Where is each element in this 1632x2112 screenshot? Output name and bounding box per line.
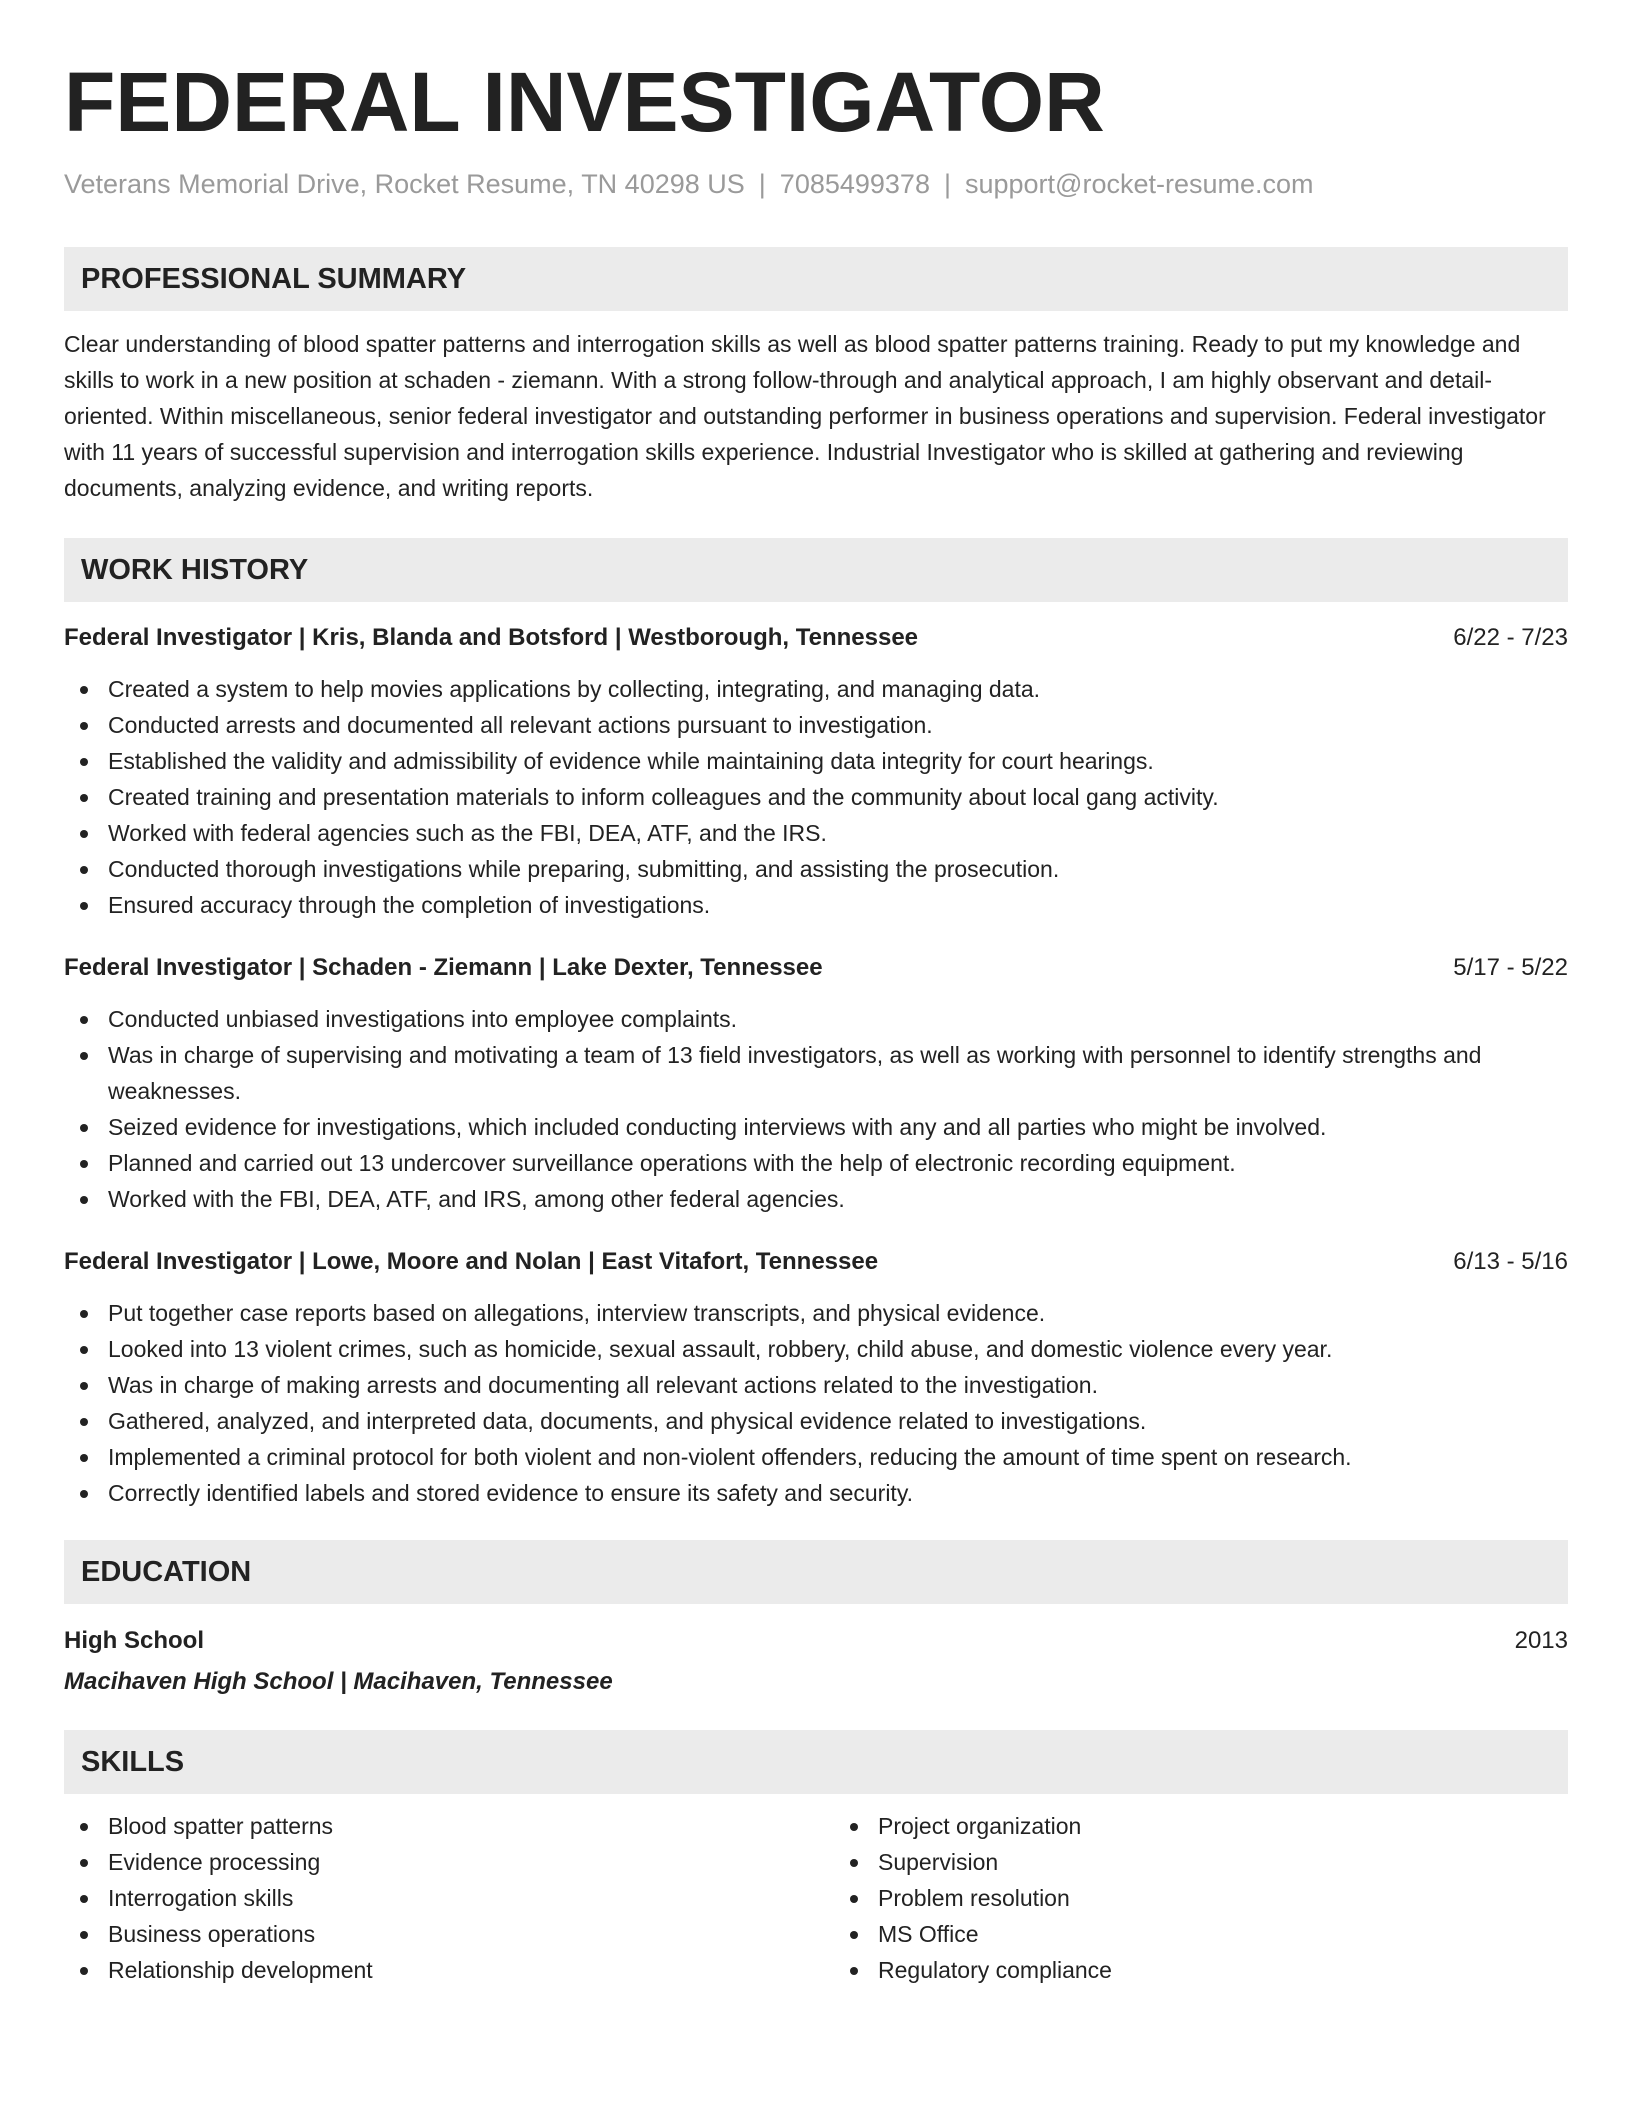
job-bullet: Conducted arrests and documented all relevant actions pursuant to investigation. bbox=[64, 707, 1568, 743]
contact-separator: | bbox=[943, 169, 951, 199]
section-header-education: EDUCATION bbox=[64, 1540, 1568, 1604]
education-school: Macihaven High School | Macihaven, Tennessee bbox=[64, 1668, 613, 1695]
contact-address: Veterans Memorial Drive, Rocket Resume, TN 40298 US bbox=[64, 169, 745, 199]
job-title: Federal Investigator | Schaden - Ziemann | Lake Dexter, Tennessee bbox=[64, 954, 823, 981]
job-bullet: Put together case reports based on allegations, interview transcripts, and physical evidence. bbox=[64, 1295, 1568, 1331]
job-bullet: Seized evidence for investigations, which included conducting interviews with any and all parties who might be involved. bbox=[64, 1109, 1568, 1145]
skill-item: Blood spatter patterns bbox=[64, 1808, 816, 1844]
job-bullet: Conducted thorough investigations while preparing, submitting, and assisting the prosecution. bbox=[64, 851, 1568, 887]
contact-separator: | bbox=[758, 169, 766, 199]
education-degree: High School bbox=[64, 1627, 204, 1654]
job-bullet: Created training and presentation materials to inform colleagues and the community about local gang activity. bbox=[64, 779, 1568, 815]
job-entry bbox=[64, 950, 1568, 1217]
skill-item: Problem resolution bbox=[834, 1880, 1568, 1916]
skills-column-right bbox=[816, 1808, 1568, 1988]
job-entry bbox=[64, 620, 1568, 923]
job-bullet: Established the validity and admissibility of evidence while maintaining data integrity for court hearings. bbox=[64, 743, 1568, 779]
job-bullet: Implemented a criminal protocol for both violent and non-violent offenders, reducing the amount of time spent on research. bbox=[64, 1439, 1568, 1475]
job-dates: 5/17 - 5/22 bbox=[1453, 954, 1568, 981]
job-bullets bbox=[64, 671, 1568, 923]
resume-name: FEDERAL INVESTIGATOR bbox=[64, 55, 1105, 149]
job-bullets bbox=[64, 1295, 1568, 1511]
job-bullet: Worked with the FBI, DEA, ATF, and IRS, among other federal agencies. bbox=[64, 1181, 1568, 1217]
job-title: Federal Investigator | Lowe, Moore and Nolan | East Vitafort, Tennessee bbox=[64, 1248, 879, 1275]
job-bullet: Planned and carried out 13 undercover surveillance operations with the help of electronic recording equipment. bbox=[64, 1145, 1568, 1181]
job-entry bbox=[64, 1244, 1568, 1511]
job-bullet: Gathered, analyzed, and interpreted data, documents, and physical evidence related to investigations. bbox=[64, 1403, 1568, 1439]
job-bullet: Created a system to help movies applications by collecting, integrating, and managing data. bbox=[64, 671, 1568, 707]
skills-column-left bbox=[64, 1808, 816, 1988]
skill-item: Interrogation skills bbox=[64, 1880, 816, 1916]
skill-item: Supervision bbox=[834, 1844, 1568, 1880]
job-header bbox=[64, 620, 1568, 656]
contact-email: support@rocket-resume.com bbox=[964, 169, 1314, 199]
section-header-summary: PROFESSIONAL SUMMARY bbox=[64, 247, 1568, 311]
skill-item: Evidence processing bbox=[64, 1844, 816, 1880]
job-dates: 6/22 - 7/23 bbox=[1453, 624, 1568, 651]
skill-item: Relationship development bbox=[64, 1952, 816, 1988]
summary-text: Clear understanding of blood spatter patterns and interrogation skills as well as blood spatter patterns training. Ready to put my knowledge and skills to work in a new position at schaden - ziemann. With a strong follow-through and analytical approach, I am highly observant and detail-oriented. Within miscellaneous, senior federal investigator and outstanding performer in business operations and supervision. Federal investigator with 11 years of successful supervision and interrogation skills experience. Industrial Investigator who is skilled at gathering and reviewing documents, analyzing evidence, and writing reports. bbox=[64, 331, 1546, 501]
job-bullet: Ensured accuracy through the completion of investigations. bbox=[64, 887, 1568, 923]
skill-item: Business operations bbox=[64, 1916, 816, 1952]
job-bullet: Worked with federal agencies such as the FBI, DEA, ATF, and the IRS. bbox=[64, 815, 1568, 851]
job-bullets bbox=[64, 1001, 1568, 1217]
job-title: Federal Investigator | Kris, Blanda and Botsford | Westborough, Tennessee bbox=[64, 624, 919, 651]
section-header-skills: SKILLS bbox=[64, 1730, 1568, 1794]
job-dates: 6/13 - 5/16 bbox=[1453, 1248, 1568, 1275]
skill-item: MS Office bbox=[834, 1916, 1568, 1952]
education-year: 2013 bbox=[1514, 1627, 1568, 1654]
job-bullet: Was in charge of making arrests and documenting all relevant actions related to the investigation. bbox=[64, 1367, 1568, 1403]
education-header bbox=[64, 1623, 1568, 1659]
section-header-work-history: WORK HISTORY bbox=[64, 538, 1568, 602]
job-bullet: Was in charge of supervising and motivating a team of 13 field investigators, as well as working with personnel to identify strengths and weaknesses. bbox=[64, 1037, 1568, 1109]
contact-line bbox=[64, 166, 1568, 202]
job-header bbox=[64, 1244, 1568, 1280]
job-bullet: Looked into 13 violent crimes, such as homicide, sexual assault, robbery, child abuse, and domestic violence every year. bbox=[64, 1331, 1568, 1367]
skills-list bbox=[64, 1808, 1568, 1988]
skill-item: Project organization bbox=[834, 1808, 1568, 1844]
job-bullet: Correctly identified labels and stored evidence to ensure its safety and security. bbox=[64, 1475, 1568, 1511]
job-header bbox=[64, 950, 1568, 986]
job-bullet: Conducted unbiased investigations into employee complaints. bbox=[64, 1001, 1568, 1037]
contact-phone: 7085499378 bbox=[779, 169, 930, 199]
skill-item: Regulatory compliance bbox=[834, 1952, 1568, 1988]
